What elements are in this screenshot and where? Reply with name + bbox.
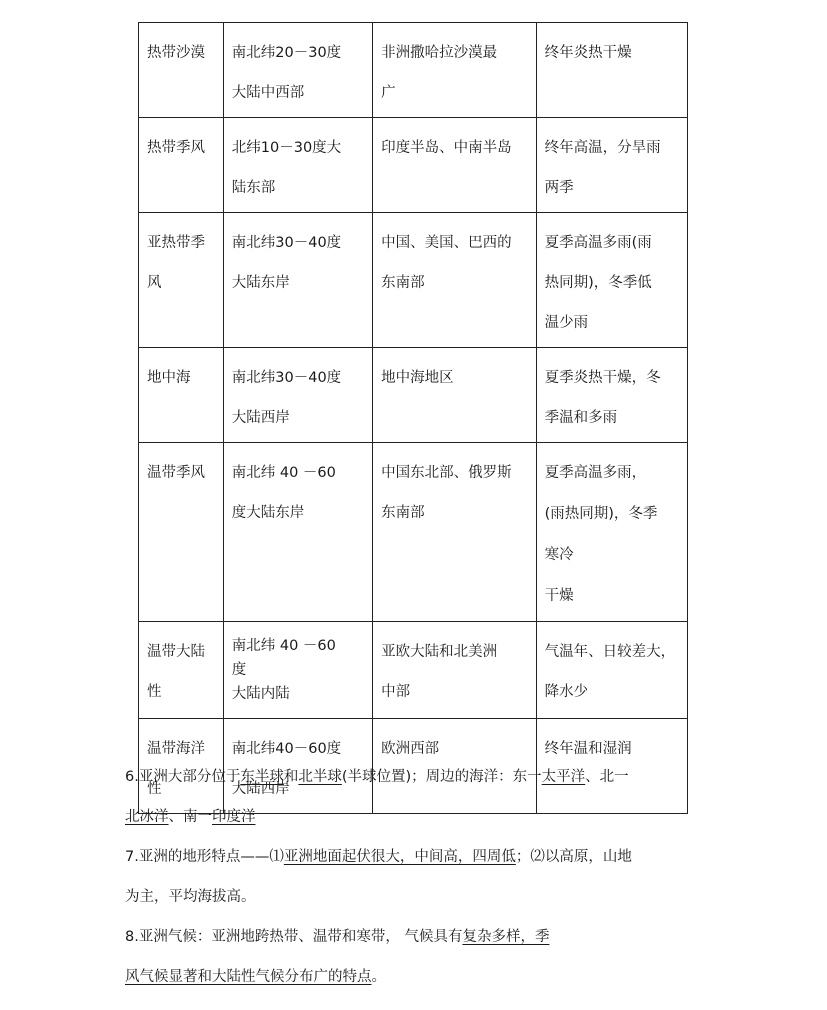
note-text: 8.亚洲气候：亚洲地跨热带、温带和寒带， 气候具有 [125, 929, 463, 945]
latitude-cell: 北纬10－30度大 陆东部 [223, 118, 372, 213]
note-text: 。 [371, 969, 386, 985]
climate-name-cell: 温带季风 [139, 443, 224, 622]
underlined-answer: 东半球 [240, 769, 284, 785]
features-cell: 终年高温，分旱雨 两季 [536, 118, 687, 213]
latitude-cell: 南北纬 40 －60 度 大陆内陆 [223, 622, 372, 719]
note-7-line-1 [125, 837, 705, 877]
table-row [139, 622, 688, 719]
features-cell: 夏季高温多雨(雨 热同期)，冬季低 温少雨 [536, 213, 687, 348]
note-text: 、南一 [168, 809, 212, 825]
table-row [139, 213, 688, 348]
underlined-answer: 亚洲地面起伏很大，中间高，四周低 [283, 849, 516, 865]
features-cell: 终年温和湿润 [536, 719, 687, 814]
features-cell: 夏季炎热干燥，冬 季温和多雨 [536, 348, 687, 443]
latitude-cell: 南北纬30－40度 大陆西岸 [223, 348, 372, 443]
region-cell: 欧洲西部 [373, 719, 536, 814]
underlined-answer: 风气候显著和大陆性气候分布广的特点 [125, 969, 372, 985]
note-7-line-2: 为主，平均海拔高。 [125, 889, 256, 905]
features-cell: 夏季高温多雨， (雨热同期)，冬季 寒冷 干燥 [536, 443, 687, 622]
climate-types-table [138, 22, 688, 814]
table-row [139, 348, 688, 443]
note-text: (半球位置)；周边的海洋：东一 [341, 769, 542, 785]
note-text: 和 [283, 769, 299, 785]
features-cell: 气温年、日较差大， 降水少 [536, 622, 687, 719]
note-8-line-2 [125, 957, 705, 997]
climate-name-cell: 热带沙漠 [139, 23, 224, 118]
note-6-line-2 [125, 797, 705, 837]
table-row [139, 118, 688, 213]
underlined-answer: 复杂多样，季 [462, 929, 550, 945]
latitude-cell: 南北纬 40 －60 度大陆东岸 [223, 443, 372, 622]
underlined-answer: 太平洋 [541, 769, 586, 785]
climate-name-cell: 温带海洋 性 [139, 719, 224, 814]
latitude-cell: 南北纬20－30度 大陆中西部 [223, 23, 372, 118]
note-text: ；⑵以高原，山地 [515, 849, 632, 865]
region-cell: 地中海地区 [373, 348, 536, 443]
climate-name-cell: 温带大陆 性 [139, 622, 224, 719]
climate-name-cell: 地中海 [139, 348, 224, 443]
climate-name-cell: 热带季风 [139, 118, 224, 213]
underlined-answer: 印度洋 [212, 809, 256, 825]
table-row [139, 23, 688, 118]
region-cell: 非洲撒哈拉沙漠最 广 [373, 23, 536, 118]
region-cell: 印度半岛、中南半岛 [373, 118, 536, 213]
region-cell: 中国东北部、俄罗斯 东南部 [373, 443, 536, 622]
note-text: 、北一 [585, 769, 629, 785]
note-6-line-1 [125, 757, 705, 797]
underlined-answer: 北冰洋 [125, 809, 169, 825]
region-cell: 中国、美国、巴西的 东南部 [373, 213, 536, 348]
underlined-answer: 北半球 [298, 769, 342, 785]
climate-name-cell: 亚热带季 风 [139, 213, 224, 348]
note-text: 7.亚洲的地形特点——⑴ [125, 849, 284, 865]
note-8-line-1 [125, 917, 705, 957]
notes-section [125, 757, 705, 997]
latitude-cell: 南北纬30－40度 大陆东岸 [223, 213, 372, 348]
latitude-cell: 南北纬40－60度 大陆西岸 [223, 719, 372, 814]
note-text: 6.亚洲大部分位于 [125, 769, 241, 785]
features-cell: 终年炎热干燥 [536, 23, 687, 118]
table-row [139, 443, 688, 622]
region-cell: 亚欧大陆和北美洲 中部 [373, 622, 536, 719]
